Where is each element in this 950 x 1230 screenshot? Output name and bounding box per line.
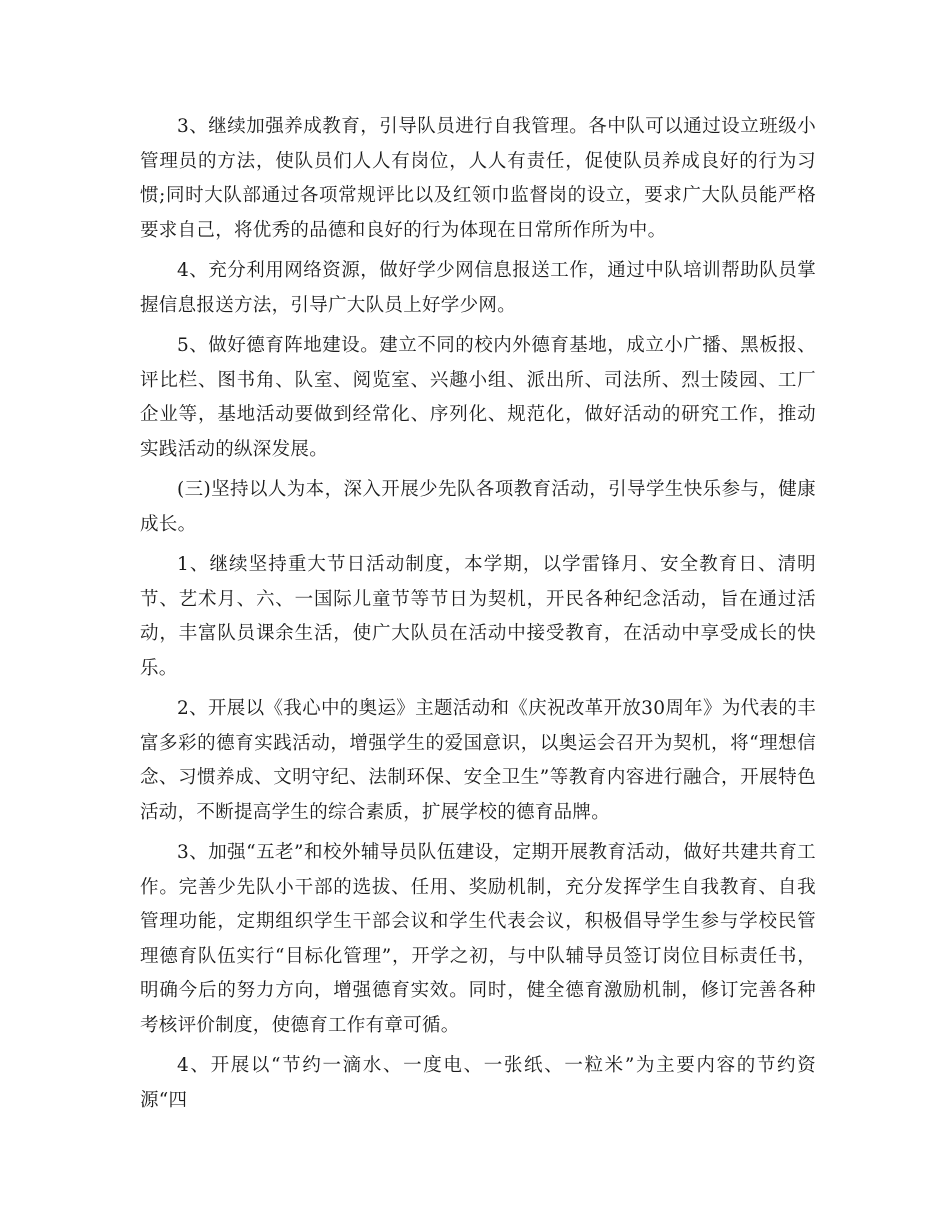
paragraph-item-3-self-management: 3、继续加强养成教育，引导队员进行自我管理。各中队可以通过设立班级小管理员的方法，使队员们人人有岗位，人人有责任，促使队员养成良好的行为习惯;同时大队部通过各项常规评比以及红领巾监督岗的设立，要求广大队员能严格要求自己，将优秀的品德和良好的行为体现在日常所作所为中。 [140, 116, 816, 241]
paragraph-item-4-network-resources: 4、充分利用网络资源，做好学少网信息报送工作，通过中队培训帮助队员掌握信息报送方法，引导广大队员上好学少网。 [140, 260, 816, 316]
paragraph-item-3-counselors: 3、加强“五老”和校外辅导员队伍建设，定期开展教育活动，做好共建共育工作。完善少先队小干部的选拔、任用、奖励机制，充分发挥学生自我教育、自我管理功能，定期组织学生干部会议和学生代表会议，积极倡导学生参与学校民管理德育队伍实行“目标化管理”，开学之初，与中队辅导员签订岗位目标责任书，明确今后的努力方向，增强德育实效。同时，健全德育激励机制，修订完善各种考核评价制度，使德育工作有章可循。 [140, 842, 816, 1036]
paragraph-item-1-festivals: 1、继续坚持重大节日活动制度，本学期，以学雷锋月、安全教育日、清明节、艺术月、六、一国际儿童节等节日为契机，开民各种纪念活动，旨在通过活动，丰富队员课余生活，使广大队员在活动中接受教育，在活动中享受成长的快乐。 [140, 554, 816, 679]
paragraph-item-2-olympics: 2、开展以《我心中的奥运》主题活动和《庆祝改革开放30周年》为代表的丰富多彩的德育实践活动，增强学生的爱国意识，以奥运会召开为契机，将“理想信念、习惯养成、文明守纪、法制环保、安全卫生”等教育内容进行融合，开展特色活动，不断提高学生的综合素质，扩展学校的德育品牌。 [140, 698, 816, 823]
document-body [140, 110, 816, 1124]
paragraph-item-4-conservation: 4、开展以“节约一滴水、一度电、一张纸、一粒米”为主要内容的节约资源“四 [140, 1055, 816, 1111]
paragraph-item-5-moral-base: 5、做好德育阵地建设。建立不同的校内外德育基地，成立小广播、黑板报、评比栏、图书角、队室、阅览室、兴趣小组、派出所、司法所、烈士陵园、工厂企业等，基地活动要做到经常化、序列化、规范化，做好活动的研究工作，推动实践活动的纵深发展。 [140, 335, 816, 460]
section-heading-3: (三)坚持以人为本，深入开展少先队各项教育活动，引导学生快乐参与，健康成长。 [140, 479, 816, 535]
